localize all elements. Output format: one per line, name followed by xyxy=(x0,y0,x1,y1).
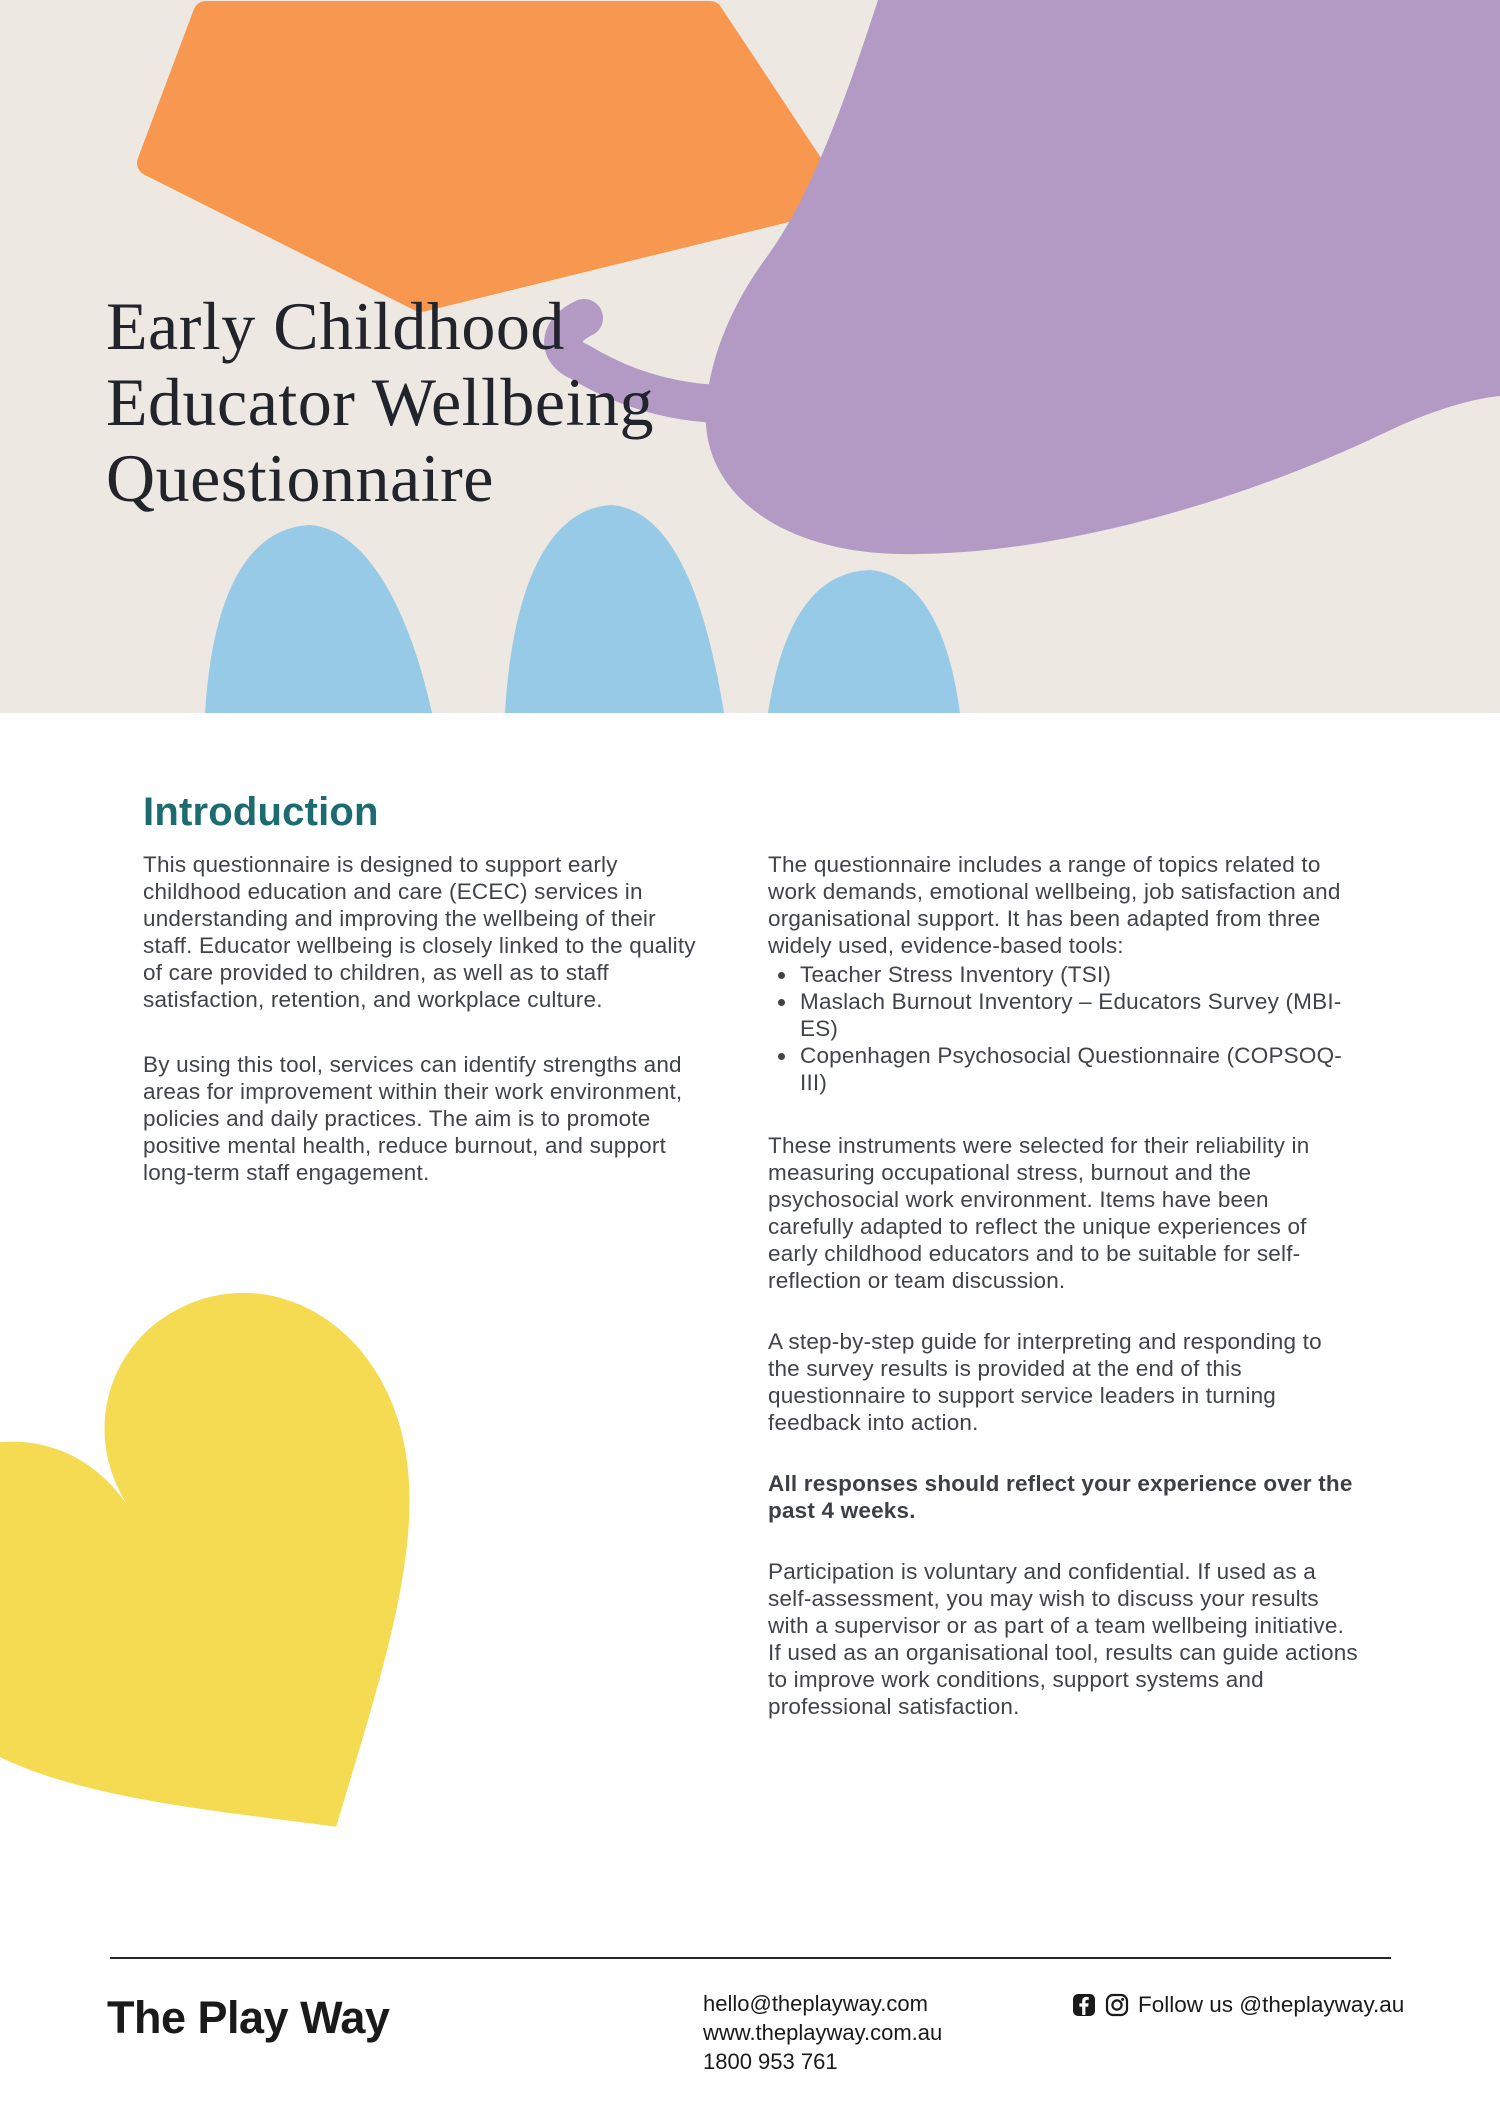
page-title-line-1: Early Childhood xyxy=(106,288,565,364)
list-item: • Copenhagen Psychosocial Questionnaire (COPSOQ-III) xyxy=(798,1042,1360,1096)
intro-paragraph: Participation is voluntary and confidential. If used as a self-assessment, you may wish to discuss your results with a supervisor or as part of a team wellbeing initiative. If used as an organisational tool, results can guide actions to improve work conditions, support systems and professional satisfaction. xyxy=(768,1559,1358,1719)
instagram-icon xyxy=(1105,1993,1129,2017)
emphasis-note: All responses should reflect your experience over the past 4 weeks. xyxy=(768,1471,1353,1523)
facebook-icon xyxy=(1072,1993,1096,2017)
orange-rectangle-shape xyxy=(150,14,832,299)
pear-shape xyxy=(706,0,1500,554)
section-heading-introduction: Introduction xyxy=(143,790,379,834)
intro-paragraph: This questionnaire is designed to support early childhood education and care (ECEC) services in understanding and improving the wellbeing of their staff. Educator wellbeing is closely linked to the quality of care provided to children, as well as to staff satisfaction, retention, and workplace culture. xyxy=(143,852,696,1012)
page-title xyxy=(106,288,654,516)
blue-petal-shape-right xyxy=(768,570,960,713)
intro-paragraph: A step-by-step guide for interpreting and responding to the survey results is provided at the end of this questionnaire to support service leaders in turning feedback into action. xyxy=(768,1329,1322,1435)
footer-social-block xyxy=(1072,1992,1404,2018)
contact-website: www.theplayway.com.au xyxy=(703,2020,943,2045)
contact-phone: 1800 953 761 xyxy=(703,2049,838,2074)
blue-petal-shape-left xyxy=(205,525,432,713)
assessment-tools-list xyxy=(768,961,1360,1096)
contact-email: hello@theplayway.com xyxy=(703,1991,928,2016)
intro-paragraph: By using this tool, services can identify strengths and areas for improvement within their work environment, policies and daily practices. The aim is to promote positive mental health, reduce burnout, and support long-term staff engagement. xyxy=(143,1052,683,1185)
blue-petal-shape-middle xyxy=(505,505,724,713)
intro-right-column xyxy=(768,851,1360,1747)
intro-paragraph: These instruments were selected for their reliability in measuring occupational stress, burnout and the psychosocial work environment. Items have been carefully adapted to reflect the unique experiences of early childhood educators and to be suitable for self-reflection or team discussion. xyxy=(768,1133,1310,1293)
intro-left-column xyxy=(143,851,710,1213)
brand-logo: The Play Way xyxy=(107,1992,390,2043)
page-title-line-2: Educator Wellbeing xyxy=(106,364,654,440)
footer-divider xyxy=(110,1957,1391,1959)
header-banner xyxy=(0,0,1500,713)
list-item: • Teacher Stress Inventory (TSI) xyxy=(798,961,1360,988)
intro-paragraph: The questionnaire includes a range of topics related to work demands, emotional wellbeing, job satisfaction and organisational support. It has been adapted from three widely used, evidence-based tools: xyxy=(768,852,1341,958)
social-handle-text: Follow us @theplayway.au xyxy=(1138,1992,1405,2017)
footer-contact-block xyxy=(703,1989,942,2076)
list-item: • Maslach Burnout Inventory – Educators Survey (MBI-ES) xyxy=(798,988,1360,1042)
page-title-line-3: Questionnaire xyxy=(106,440,494,516)
heart-shape xyxy=(0,1282,510,1902)
